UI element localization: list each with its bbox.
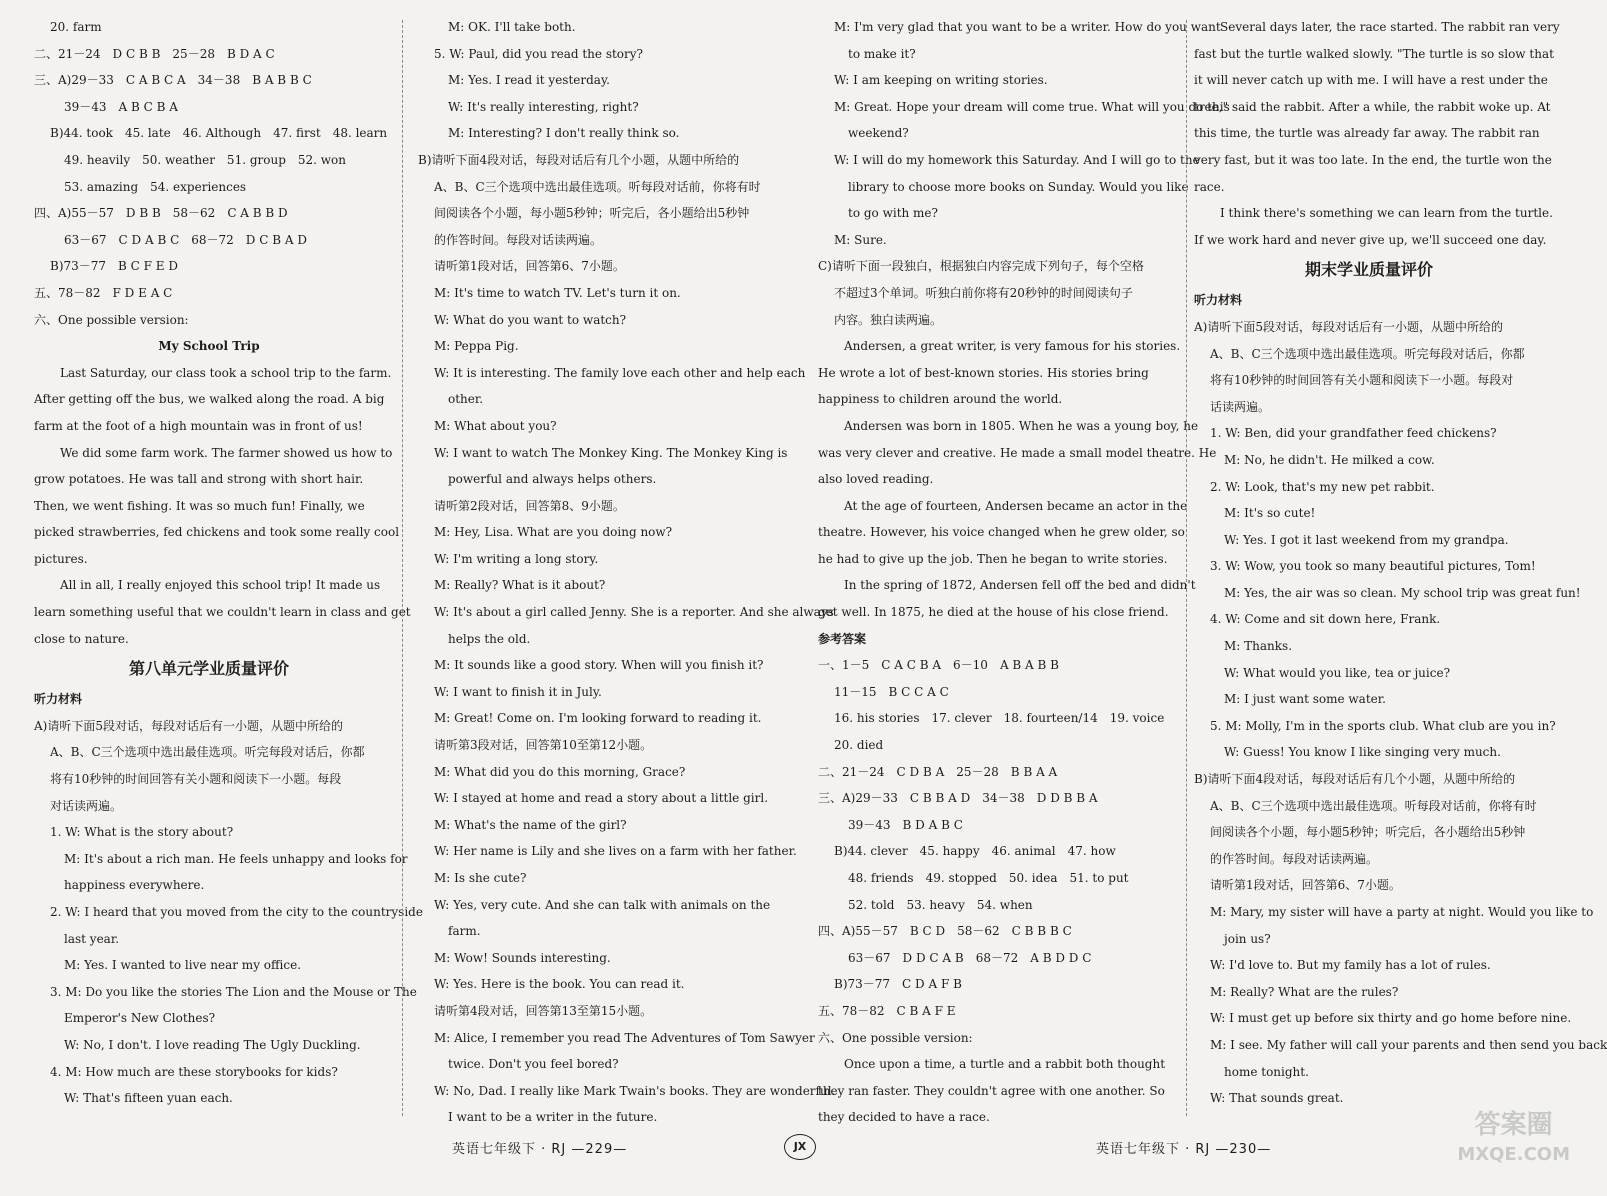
text-line: M: Really? What are the rules? bbox=[1210, 984, 1399, 999]
text-line: helps the old. bbox=[448, 631, 531, 646]
text-line: other. bbox=[448, 392, 484, 407]
text-line: M: No, he didn't. He milked a cow. bbox=[1224, 452, 1435, 467]
text-line: happiness to children around the world. bbox=[818, 392, 1063, 407]
text-line: 一、1－5 C A C B A 6－10 A B A B B bbox=[818, 658, 1059, 673]
text-line: 三、A)29－33 C B B A D 34－38 D D B B A bbox=[818, 791, 1098, 806]
text-line: Several days later, the race started. The rabbit ran very bbox=[1220, 20, 1560, 34]
text-line: B)73－77 C D A F B bbox=[834, 977, 962, 992]
text-line: M: OK. I'll take both. bbox=[448, 20, 576, 34]
text-line: get well. In 1875, he died at the house of his close friend. bbox=[818, 605, 1169, 620]
text-line: 1. W: What is the story about? bbox=[50, 825, 234, 840]
text-line: M: It's about a rich man. He feels unhappy and looks for bbox=[64, 851, 408, 866]
text-line: A、B、C三个选项中选出最佳选项。听完每段对话后，你都 bbox=[1210, 346, 1525, 361]
text-line: M: Interesting? I don't really think so. bbox=[448, 126, 680, 141]
column-divider bbox=[1186, 20, 1187, 1116]
left-column-2 bbox=[418, 14, 836, 1131]
text-line: 1. W: Ben, did your grandfather feed chickens? bbox=[1210, 426, 1497, 441]
text-line: farm at the foot of a high mountain was in front of us! bbox=[34, 418, 363, 433]
page-footer-right: 英语七年级下 · RJ —230— bbox=[1096, 1142, 1272, 1157]
text-line: 5. W: Paul, did you read the story? bbox=[434, 46, 643, 61]
text-line: 内容。独白读两遍。 bbox=[834, 312, 943, 327]
text-line: farm. bbox=[448, 924, 481, 939]
text-line: M: Great. Hope your dream will come true. What will you do this bbox=[834, 99, 1230, 114]
text-line: If we work hard and never give up, we'll succeed one day. bbox=[1194, 232, 1547, 247]
text-line: 六、One possible version: bbox=[34, 312, 189, 327]
text-line: M: I just want some water. bbox=[1224, 692, 1386, 707]
text-line: W: I want to finish it in July. bbox=[434, 684, 602, 699]
text-line: 48. friends 49. stopped 50. idea 51. to put bbox=[848, 871, 1129, 885]
text-line: 期末学业质量评价 bbox=[1304, 260, 1433, 280]
text-line: 六、One possible version: bbox=[818, 1030, 973, 1045]
text-line: they decided to have a race. bbox=[818, 1110, 990, 1125]
text-line: join us? bbox=[1224, 931, 1271, 946]
text-line: M: It sounds like a good story. When will you finish it? bbox=[434, 658, 764, 673]
text-line: was very clever and creative. He made a small model theatre. He bbox=[818, 445, 1217, 460]
text-line: 3. W: Wow, you took so many beautiful pictures, Tom! bbox=[1210, 559, 1536, 574]
text-line: 间阅读各个小题，每小题5秒钟；听完后，各小题给出5秒钟 bbox=[434, 206, 750, 221]
text-line: W: That's fifteen yuan each. bbox=[64, 1091, 233, 1106]
text-line: 二、21－24 D C B B 25－28 B D A C bbox=[34, 46, 275, 61]
text-line: M: It's time to watch TV. Let's turn it on. bbox=[434, 285, 681, 300]
text-line: M: It's so cute! bbox=[1224, 506, 1316, 521]
text-line: 二、21－24 C D B A 25－28 B B A A bbox=[818, 764, 1058, 779]
text-line: B)44. took 45. late 46. Although 47. first 48. learn bbox=[50, 126, 388, 141]
text-line: W: Yes, very cute. And she can talk with animals on the bbox=[434, 897, 771, 912]
text-line: W: I must get up before six thirty and go home before nine. bbox=[1210, 1011, 1572, 1026]
text-line: home tonight. bbox=[1224, 1064, 1309, 1079]
text-line: A)请听下面5段对话，每段对话后有一小题，从题中所给的 bbox=[34, 718, 343, 733]
text-line: fast but the turtle walked slowly. "The turtle is so slow that bbox=[1194, 46, 1554, 61]
text-line: 5. M: Molly, I'm in the sports club. What club are you in? bbox=[1210, 718, 1556, 733]
text-line: 三、A)29－33 C A B C A 34－38 B A B B C bbox=[34, 73, 312, 88]
text-line: M: Mary, my sister will have a party at night. Would you like to bbox=[1210, 905, 1594, 919]
text-line: 53. amazing 54. experiences bbox=[64, 179, 247, 194]
text-line: 请听第2段对话，回答第8、9小题。 bbox=[434, 498, 625, 513]
watermark-logo bbox=[1457, 1110, 1570, 1170]
text-line: We did some farm work. The farmer showed us how to bbox=[60, 445, 393, 460]
text-line: My School Trip bbox=[158, 339, 260, 354]
text-line: W: I'm writing a long story. bbox=[434, 551, 599, 566]
text-line: Andersen was born in 1805. When he was a young boy, he bbox=[844, 418, 1199, 433]
text-line: B)请听下面4段对话，每段对话后有几个小题，从题中所给的 bbox=[1194, 772, 1516, 787]
watermark-url: MXQE.COM bbox=[1457, 1144, 1570, 1165]
text-line: W: It is interesting. The family love each other and help each bbox=[434, 365, 806, 380]
text-line: 4. W: Come and sit down here, Frank. bbox=[1210, 612, 1441, 627]
text-line: A、B、C三个选项中选出最佳选项。听每段对话前，你将有时 bbox=[434, 179, 761, 194]
text-line: to make it? bbox=[848, 46, 916, 61]
text-line: close to nature. bbox=[34, 631, 129, 646]
text-line: picked strawberries, fed chickens and took some really cool bbox=[34, 525, 400, 540]
text-line: 听力材料 bbox=[34, 692, 83, 707]
text-line: W: Guess! You know I like singing very much. bbox=[1224, 745, 1501, 760]
text-line: 请听第3段对话，回答第10至第12小题。 bbox=[434, 738, 653, 753]
text-line: M: Great! Come on. I'm looking forward to reading it. bbox=[434, 711, 762, 726]
text-line: 49. heavily 50. weather 51. group 52. won bbox=[64, 152, 347, 167]
text-line: 四、A)55－57 D B B 58－62 C A B B D bbox=[34, 206, 288, 221]
text-line: 2. W: I heard that you moved from the city to the countryside bbox=[50, 905, 423, 919]
text-line: W: Her name is Lily and she lives on a farm with her father. bbox=[434, 844, 797, 859]
text-line: 63－67 D D C A B 68－72 A B D D C bbox=[848, 950, 1092, 965]
text-line: W: I'd love to. But my family has a lot of rules. bbox=[1210, 958, 1491, 973]
text-line: W: No, Dad. I really like Mark Twain's books. They are wonderful. bbox=[434, 1083, 836, 1098]
text-line: W: I am keeping on writing stories. bbox=[834, 73, 1048, 88]
text-line: 的作答时间。每段对话读两遍。 bbox=[1210, 851, 1379, 866]
text-line: M: What's the name of the girl? bbox=[434, 817, 627, 832]
text-line: 请听第1段对话，回答第6、7小题。 bbox=[1210, 878, 1401, 893]
text-line: 话读两遍。 bbox=[1210, 399, 1271, 414]
text-line: A)请听下面5段对话，每段对话后有一小题，从题中所给的 bbox=[1194, 319, 1503, 334]
text-line: Andersen, a great writer, is very famous for his stories. bbox=[844, 339, 1181, 354]
text-line: A、B、C三个选项中选出最佳选项。听完每段对话后，你都 bbox=[50, 745, 365, 760]
text-line: this time, the turtle was already far away. The rabbit ran bbox=[1194, 126, 1540, 141]
jx-badge: JX bbox=[784, 1134, 816, 1160]
page-footer-left: 英语七年级下 · RJ —229— bbox=[452, 1142, 628, 1157]
text-line: W: I want to watch The Monkey King. The Monkey King is bbox=[434, 445, 788, 460]
text-line: M: Sure. bbox=[834, 232, 887, 247]
text-line: 52. told 53. heavy 54. when bbox=[848, 897, 1033, 912]
text-line: M: I see. My father will call your parents and then send you back bbox=[1210, 1037, 1607, 1052]
text-line: 请听第1段对话，回答第6、7小题。 bbox=[434, 259, 625, 274]
text-line: 16. his stories 17. clever 18. fourteen/14 19. voice bbox=[834, 711, 1165, 726]
text-line: M: Really? What is it about? bbox=[434, 578, 606, 593]
column-divider bbox=[402, 20, 403, 1116]
text-line: A、B、C三个选项中选出最佳选项。听每段对话前，你将有时 bbox=[1210, 798, 1537, 813]
text-line: 4. M: How much are these storybooks for kids? bbox=[50, 1064, 338, 1079]
watermark-text: 答案圈 bbox=[1474, 1110, 1553, 1140]
text-line: M: Alice, I remember you read The Adventures of Tom Sawyer bbox=[434, 1030, 815, 1045]
text-line: M: What about you? bbox=[434, 418, 557, 433]
text-line: M: Peppa Pig. bbox=[434, 339, 519, 354]
text-line: happiness everywhere. bbox=[64, 878, 205, 893]
text-line: M: Wow! Sounds interesting. bbox=[434, 950, 611, 965]
text-line: 四、A)55－57 B C D 58－62 C B B B C bbox=[818, 924, 1072, 939]
text-line: 63－67 C D A B C 68－72 D C B A D bbox=[64, 232, 307, 247]
text-line: powerful and always helps others. bbox=[448, 472, 657, 487]
text-line: I want to be a writer in the future. bbox=[448, 1110, 658, 1125]
text-line: W: Yes. Here is the book. You can read it. bbox=[434, 977, 685, 992]
right-column-2 bbox=[1194, 14, 1607, 1112]
text-line: 11－15 B C C A C bbox=[834, 684, 949, 699]
text-line: M: Yes. I read it yesterday. bbox=[448, 73, 610, 88]
text-line: 39－43 B D A B C bbox=[848, 817, 963, 832]
text-line: M: Yes, the air was so clean. My school trip was great fun! bbox=[1224, 585, 1581, 600]
text-line: it will never catch up with me. I will have a rest under the bbox=[1194, 73, 1548, 88]
text-line: W: It's about a girl called Jenny. She is a reporter. And she always bbox=[434, 605, 834, 620]
text-line: W: What do you want to watch? bbox=[434, 312, 627, 327]
text-line: W: I stayed at home and read a story about a little girl. bbox=[434, 791, 769, 806]
text-line: 2. W: Look, that's my new pet rabbit. bbox=[1210, 479, 1435, 494]
text-line: 五、78－82 C B A F E bbox=[818, 1003, 956, 1018]
text-line: W: It's really interesting, right? bbox=[448, 99, 639, 114]
text-line: theatre. However, his voice changed when he grew older, so bbox=[818, 525, 1185, 540]
right-page bbox=[800, 0, 1607, 1196]
text-line: library to choose more books on Sunday. Would you like bbox=[848, 179, 1189, 194]
text-line: W: Yes. I got it last weekend from my grandpa. bbox=[1224, 532, 1509, 547]
text-line: All in all, I really enjoyed this school trip! It made us bbox=[60, 578, 381, 593]
text-line: M: Is she cute? bbox=[434, 871, 527, 885]
text-line: race. bbox=[1194, 179, 1225, 194]
text-line: 20. farm bbox=[50, 20, 102, 34]
text-line: W: No, I don't. I love reading The Ugly Duckling. bbox=[64, 1037, 361, 1052]
text-line: he had to give up the job. Then he began to write stories. bbox=[818, 551, 1168, 566]
text-line: 20. died bbox=[834, 738, 884, 753]
text-line: last year. bbox=[64, 931, 120, 946]
text-line: In the spring of 1872, Andersen fell off the bed and didn't bbox=[844, 578, 1196, 593]
text-line: I think there's something we can learn from the turtle. bbox=[1220, 206, 1553, 221]
text-line: M: Hey, Lisa. What are you doing now? bbox=[434, 525, 673, 540]
text-line: Then, we went fishing. It was so much fun! Finally, we bbox=[34, 498, 365, 513]
text-line: Emperor's New Clothes? bbox=[64, 1011, 216, 1026]
text-line: 3. M: Do you like the stories The Lion and the Mouse or The bbox=[50, 984, 417, 999]
text-line: W: That sounds great. bbox=[1210, 1091, 1344, 1106]
text-line: to go with me? bbox=[848, 206, 938, 221]
text-line: 听力材料 bbox=[1194, 293, 1243, 308]
text-line: 将有10秒钟的时间回答有关小题和阅读下一小题。每段 bbox=[50, 772, 342, 787]
text-line: B)73－77 B C F E D bbox=[50, 259, 179, 274]
text-line: 间阅读各个小题，每小题5秒钟；听完后，各小题给出5秒钟 bbox=[1210, 825, 1526, 840]
text-line: M: Yes. I wanted to live near my office. bbox=[64, 958, 302, 973]
text-line: pictures. bbox=[34, 551, 88, 566]
text-line: 五、78－82 F D E A C bbox=[34, 285, 173, 300]
text-line: twice. Don't you feel bored? bbox=[448, 1057, 619, 1072]
text-line: they ran faster. They couldn't agree with one another. So bbox=[818, 1083, 1165, 1098]
text-line: grow potatoes. He was tall and strong with short hair. bbox=[34, 472, 364, 487]
text-line: M: Thanks. bbox=[1224, 639, 1293, 654]
text-line: tree," said the rabbit. After a while, the rabbit woke up. At bbox=[1194, 99, 1551, 114]
text-line: M: What did you do this morning, Grace? bbox=[434, 764, 686, 779]
text-line: 将有10秒钟的时间回答有关小题和阅读下一小题。每段对 bbox=[1210, 373, 1514, 388]
text-line: 的作答时间。每段对话读两遍。 bbox=[434, 232, 603, 247]
text-line: Last Saturday, our class took a school trip to the farm. bbox=[60, 365, 392, 380]
text-line: 请听第4段对话，回答第13至第15小题。 bbox=[434, 1003, 653, 1018]
text-line: 39－43 A B C B A bbox=[64, 99, 178, 114]
text-line: 不超过3个单词。听独白前你将有20秒钟的时间阅读句子 bbox=[834, 285, 1133, 300]
text-line: very fast, but it was too late. In the end, the turtle won the bbox=[1194, 152, 1552, 167]
text-line: 第八单元学业质量评价 bbox=[128, 659, 289, 679]
text-line: W: I will do my homework this Saturday. And I will go to the bbox=[834, 152, 1200, 167]
left-column-1 bbox=[34, 14, 423, 1112]
text-line: He wrote a lot of best-known stories. His stories bring bbox=[818, 365, 1149, 380]
text-line: also loved reading. bbox=[818, 472, 934, 487]
text-line: At the age of fourteen, Andersen became an actor in the bbox=[844, 498, 1188, 513]
text-line: Once upon a time, a turtle and a rabbit both thought bbox=[844, 1057, 1166, 1072]
text-line: B)请听下面4段对话，每段对话后有几个小题，从题中所给的 bbox=[418, 152, 740, 167]
text-line: B)44. clever 45. happy 46. animal 47. how bbox=[834, 844, 1116, 859]
text-line: 对话读两遍。 bbox=[50, 798, 123, 813]
text-line: learn something useful that we couldn't learn in class and get bbox=[34, 605, 411, 620]
text-line: C)请听下面一段独白，根据独白内容完成下列句子，每个空格 bbox=[818, 259, 1144, 274]
text-line: W: What would you like, tea or juice? bbox=[1224, 665, 1450, 680]
text-line: After getting off the bus, we walked along the road. A big bbox=[34, 392, 385, 407]
text-line: weekend? bbox=[848, 126, 909, 141]
text-line: M: I'm very glad that you want to be a writer. How do you want bbox=[834, 20, 1221, 34]
text-line: 参考答案 bbox=[818, 631, 867, 646]
